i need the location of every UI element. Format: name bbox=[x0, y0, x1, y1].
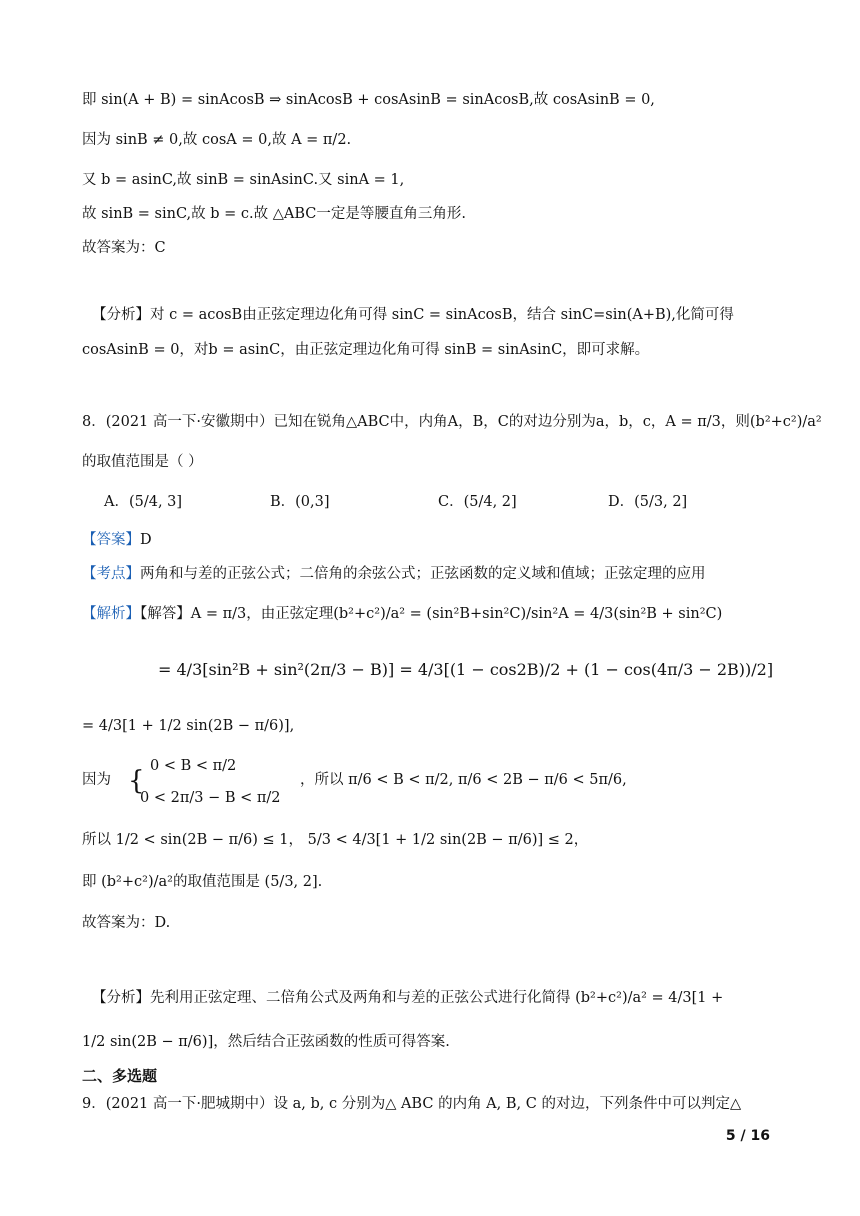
jiexi-row-1 bbox=[82, 604, 722, 624]
analysis-text: 对 c = acosB由正弦定理边化角可得 sinC = sinAcosB，结合 sinC=sin(A+B),化简可得 bbox=[150, 307, 734, 323]
jiexi-row-5: 所以 1/2 < sin(2B − π/6) ≤ 1， 5/3 < 4/3[1 + 1/2 sin(2B − π/6)] ≤ 2， bbox=[82, 832, 589, 848]
page-number: 5 / 16 bbox=[725, 1128, 770, 1144]
analysis-line-2: cosAsinB = 0，对b = asinC，由正弦定理边化角可得 sinB = sinAsinC，即可求解。 bbox=[82, 342, 650, 358]
analysis-row-2: 1/2 sin(2B − π/6)]，然后结合正弦函数的性质可得答案. bbox=[82, 1034, 450, 1050]
option-a: A．(5/4, 3] bbox=[104, 494, 183, 510]
analysis-row-1 bbox=[92, 988, 723, 1008]
option-b: B．(0,3] bbox=[270, 494, 330, 510]
kaodian-tag: 【考点】 bbox=[82, 566, 140, 582]
kaodian-text: 两角和与差的正弦公式；二倍角的余弦公式；正弦函数的定义域和值域；正弦定理的应用 bbox=[140, 566, 706, 582]
jiexi-tag: 【解析】 bbox=[82, 606, 140, 622]
solution-line-4: 故 sinB = sinC,故 b = c.故 △ABC一定是等腰直角三角形. bbox=[82, 206, 467, 222]
analysis-tag: 【分析】 bbox=[92, 307, 150, 323]
section-heading: 二、多选题 bbox=[82, 1067, 158, 1085]
question-8-stem: 8．(2021 高一下·安徽期中）已知在锐角△ABC中，内角A，B，C的对边分别为a，b，c，A = π/3，则(b²+c²)/a² bbox=[82, 414, 822, 430]
question-9-stem: 9．(2021 高一下·肥城期中）设 a, b, c 分别为△ ABC 的内角 A, B, C 的对边，下列条件中可以判定△ bbox=[82, 1096, 742, 1112]
jiexi-row-3: = 4/3[1 + 1/2 sin(2B − π/6)], bbox=[82, 718, 295, 734]
answer-value: D bbox=[140, 532, 152, 548]
solution-line-1: 即 sin(A + B) = sinAcosB ⇒ sinAcosB + cosAsinB = sinAcosB,故 cosAsinB = 0, bbox=[82, 92, 655, 108]
answer-line: 故答案为：C bbox=[82, 240, 166, 256]
analysis-text-2: 先利用正弦定理、二倍角公式及两角和与差的正弦公式进行化简得 (b²+c²)/a² = 4/3[1 + bbox=[150, 990, 724, 1006]
jiexi-row-2: = 4/3[sin²B + sin²(2π/3 − B)] = 4/3[(1 − cos2B)/2 + (1 − cos(4π/3 − 2B))/2] bbox=[158, 660, 774, 679]
analysis-line-1 bbox=[92, 305, 734, 325]
answer-row bbox=[82, 530, 152, 550]
because-label: 因为 bbox=[82, 772, 111, 788]
answer-line-2: 故答案为：D. bbox=[82, 915, 171, 931]
solution-line-3: 又 b = asinC,故 sinB = sinAsinC.又 sinA = 1, bbox=[82, 172, 405, 188]
kaodian-row bbox=[82, 564, 706, 584]
system-row-1: 0 < B < π/2 bbox=[150, 758, 237, 774]
option-c: C．(5/4, 2] bbox=[438, 494, 517, 510]
option-d: D．(5/3, 2] bbox=[608, 494, 688, 510]
system-row-2: 0 < 2π/3 − B < π/2 bbox=[140, 790, 281, 806]
brace-icon: { bbox=[128, 766, 145, 796]
jiexi-row-4-cont: ，所以 π/6 < B < π/2, π/6 < 2B − π/6 < 5π/6, bbox=[300, 772, 627, 788]
jiexi-text-1: 【解答】A = π/3，由正弦定理(b²+c²)/a² = (sin²B+sin²C)/sin²A = 4/3(sin²B + sin²C) bbox=[140, 606, 723, 622]
solution-line-2: 因为 sinB ≠ 0,故 cosA = 0,故 A = π/2. bbox=[82, 132, 352, 148]
analysis-tag-2: 【分析】 bbox=[92, 990, 150, 1006]
answer-tag: 【答案】 bbox=[82, 532, 140, 548]
question-8-stem-cont: 的取值范围是（ ） bbox=[82, 454, 203, 470]
jiexi-row-4 bbox=[82, 770, 111, 790]
jiexi-row-6: 即 (b²+c²)/a²的取值范围是 (5/3, 2]. bbox=[82, 874, 323, 890]
